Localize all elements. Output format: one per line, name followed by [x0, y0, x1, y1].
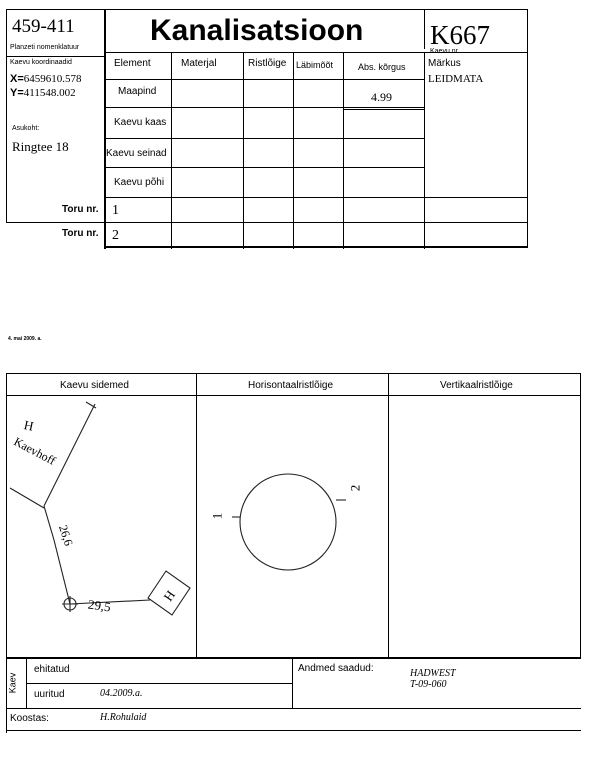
- well-caption: Kaevu nr: [430, 48, 459, 55]
- location-caption: Asukoht:: [12, 125, 40, 132]
- sketch-pipe-right: 2: [347, 484, 363, 492]
- pipe-1-label: Toru nr.: [62, 204, 99, 215]
- sketch-pipe-left: 1: [209, 512, 225, 520]
- y-value: 411548.002: [23, 87, 76, 99]
- row-label-bottom: Kaevu põhi: [114, 177, 165, 188]
- sheet-number: 459-411: [12, 16, 75, 37]
- panel-title-connections: Kaevu sidemed: [60, 380, 129, 391]
- source-label: Andmed saadud:: [298, 663, 374, 674]
- row-label-lid: Kaevu kaas: [114, 117, 167, 128]
- col-header-element: Element: [114, 58, 151, 69]
- document-date: 4. mai 2009. a.: [8, 336, 42, 342]
- pipe-2-label: Toru nr.: [62, 228, 99, 239]
- sketch-box-letter: H: [160, 587, 179, 604]
- sketch-distance-2: 29,5: [87, 596, 112, 615]
- sketch-distance-1: 26,6: [56, 523, 76, 548]
- x-value: 6459610.578: [23, 73, 82, 85]
- pipe-1-number: 1: [112, 203, 119, 218]
- panel-title-horizontal: Horisontaalristlõige: [248, 380, 334, 391]
- y-label: Y=: [10, 87, 24, 99]
- source-line-2: T-09-060: [410, 679, 447, 690]
- x-label: X=: [10, 73, 24, 85]
- well-number: K667: [430, 20, 490, 50]
- page-title: Kanalisatsioon: [150, 14, 364, 47]
- panel-title-vertical: Vertikaalristlõige: [440, 380, 513, 391]
- author-label: Koostas:: [10, 713, 49, 724]
- sheet-caption: Planzeti nomenklatuur: [10, 44, 80, 51]
- note-value: LEIDMATA: [428, 73, 484, 85]
- surveyed-label: uuritud: [34, 689, 65, 700]
- pipe-2-number: 2: [112, 228, 119, 243]
- built-label: ehitatud: [34, 664, 70, 675]
- sketch-h-letter: H: [22, 417, 35, 434]
- col-header-material: Materjal: [181, 58, 217, 69]
- col-header-cross-section: Ristlõige: [248, 58, 287, 69]
- source-line-1: HADWEST: [410, 668, 456, 679]
- sketch-street-label: Kaevhoff: [11, 434, 58, 468]
- location-value: Ringtee 18: [12, 139, 69, 154]
- col-header-diameter: Läbimõõt: [296, 60, 334, 70]
- coords-caption: Kaevu koordinaadid: [10, 59, 72, 66]
- row-label-walls: Kaevu seinad: [106, 148, 167, 159]
- surveyed-value: 04.2009.a.: [100, 688, 143, 699]
- col-header-note: Märkus: [428, 58, 461, 69]
- row-label-ground: Maapind: [118, 86, 157, 97]
- ground-abs-height: 4.99: [371, 90, 392, 104]
- well-side-label: Kaev: [7, 672, 18, 694]
- author-value: H.Rohulaid: [100, 712, 147, 723]
- col-header-abs-height: Abs. kõrgus: [358, 62, 406, 72]
